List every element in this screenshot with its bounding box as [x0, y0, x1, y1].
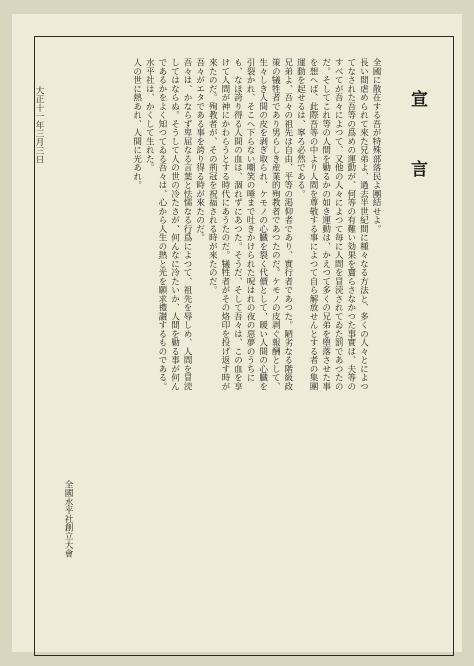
- paragraph: 兄弟よ、吾々の祖先は自由、平等の渇仰者であり、實行者であつた。陋劣なる階級政策の犠牲者であり男らしき産業的殉教者であつたのだ。ケモノの皮剥ぐ報酬として、生々しき人間の皮を剥ぎ取られ、ケモノの心臓を裂く代價として、暖い人間の心臓を引裂かれ、そこへ下らない嘲笑の唾まで吐きかけられた呪はれの夜の惡夢のうちにも、なほ誇り得る人間の血は、涸れずにあつた。そうだ、そして吾々は、この血を享けて人間が神にかわらうとする時代にあうたのだ。犠牲者がその烙印を投げ返す時が來たのだ。殉教者が、その荊冠を祝福される時が來たのだ。: [207, 58, 293, 391]
- declaration-body: [130, 58, 382, 393]
- organization-name: 全國水平社創立大會: [63, 480, 73, 558]
- paragraph: 全國に散在する吾が特殊部落民よ團結せよ。: [371, 58, 381, 233]
- declaration-date: 大正十一年三月三日: [34, 86, 44, 164]
- paragraph: 吾々がエタである事を誇り得る時が來たのだ。: [194, 58, 205, 242]
- paragraph: 吾々は、かならず卑屈なる言葉と怯懦なる行爲によつて、祖先を辱しめ、人間を冒涜してはならぬ。そうして人の世の冷たさが、何んなに冷たいか、人間を勦る事が何んであるかをよく知つてゐる吾々は、心から人生の熱と光を願求禮讃するものである。: [156, 58, 193, 391]
- paragraph: 人の世に熱あれ、人間に光あれ。: [131, 58, 142, 190]
- document-title: 宣 言: [407, 90, 427, 195]
- paragraph: 水平社は、かくして生れた。: [144, 58, 155, 172]
- paragraph: 長い間虐められて來た兄弟よ、過去半世紀間に種々なる方法と、多くの人々とによつてなされた吾等の爲めの運動が、何等の有難い効果を齎らさなかつた事實は、夫等のすべてが吾々によつて、又他の人々によつて毎に人間を冒涜されてゐた罰であつたのだ。そしてこれ等の人間を勦るかの如き運動は、かえつて多くの兄弟を堕落させた事を想へば、此際吾等の中より人間を尊敬する事によつて自ら解放せんとする者の集團運動を起せるは、寧ろ必然である。: [295, 58, 369, 391]
